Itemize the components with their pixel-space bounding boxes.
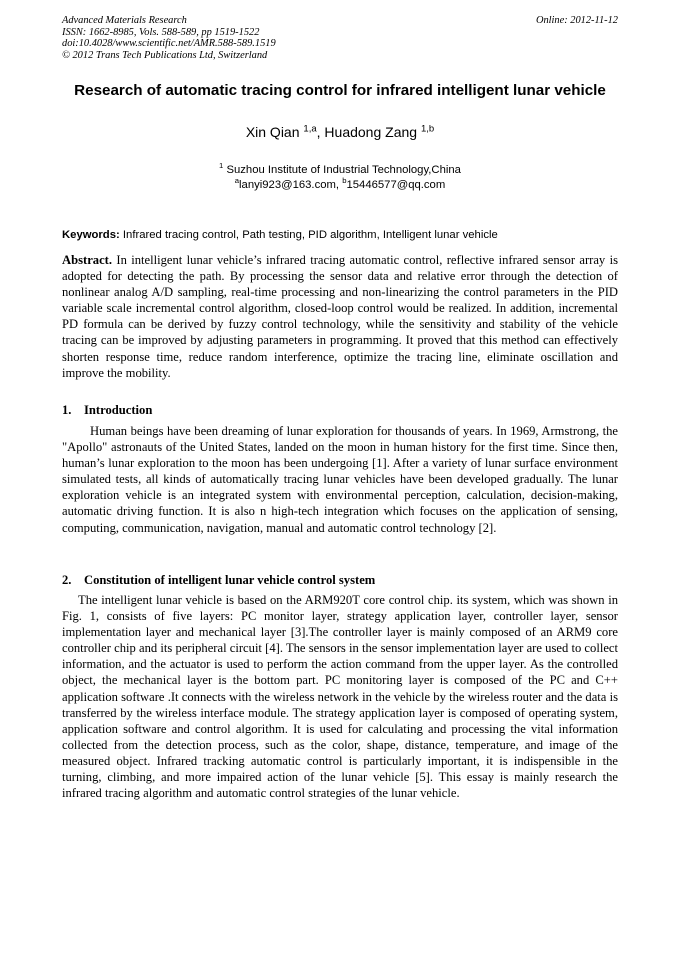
author-line	[62, 123, 618, 141]
abstract-text: In intelligent lunar vehicle’s infrared tracing automatic control, reflective infrared sensor array is adopted for detecting the path. By processing the sensor data and relative error through the detection of nonlinear analog A/D sampling, real-time processing and non-linearizing the control parameters in the PID variable scale incremental control algorithm, closed-loop control would be realized. In addition, incremental PD formula can be derived by fuzzy control technology, while the sensitivity and stability of the vehicle tracing can be improved by adjusting parameters in programming. It proved that this method can effectively shorten response time, reduce random interference, optimize the tracing line, eliminate oscillation and improve the mobility.	[62, 253, 618, 380]
section-body: Human beings have been dreaming of lunar exploration for thousands of years. In 1969, Armstrong, the "Apollo" astronauts of the United States, landed on the moon in human history for the first time. Since then, human’s lunar exploration to the moon has been undergoing [1]. After a variety of lunar surface environment simulated tests, all kinds of automatically tracing lunar vehicles have been developed gradually. The lunar exploration vehicle is an integrated system with environmental perception, calculation, decision-making, automatic driving function. It is also n high-tech integration which focuses on the application of sensing, computing, communication, navigation, manual and automatic control technology [2].	[62, 424, 618, 535]
author-affiliation-mark: 1,a	[303, 123, 317, 135]
journal-name: Advanced Materials Research	[62, 15, 187, 26]
section-title: Introduction	[84, 403, 153, 417]
email-address: lanyi923@163.com,	[239, 179, 343, 191]
paper-title: Research of automatic tracing control for infrared intelligent lunar vehicle	[74, 82, 606, 99]
email-address: 15446577@qq.com	[346, 179, 446, 191]
author-affiliation-mark: 1,b	[420, 123, 435, 135]
abstract-paragraph	[62, 252, 618, 381]
section-heading	[62, 572, 618, 588]
email-line	[62, 178, 618, 193]
section-number: 1.	[62, 403, 72, 417]
journal-header	[62, 15, 618, 61]
email-mark: a	[234, 176, 240, 186]
section-body: The intelligent lunar vehicle is based on the ARM920T core control chip. its system, which was shown in Fig. 1, consists of five layers: PC monitor layer, strategy application layer, controller layer, sensor implementation layer and mechanical layer [3].The controller layer is mainly composed of an ARM9 core controller chip and its peripheral circuit [4]. The sensors in the sensor implementation layer are used to collect information, and the actuator is used to perform the action command from the upper layer. As the controlled object, the mechanical layer is the bottom part. PC monitoring layer is composed of the PC and C++ application software .It connects with the wireless network in the vehicle by the wireless router and the data is transferred by the wireless interface module. The strategy application layer is composed of operating system, application software and control algorithm. It is used for calculating and processing the vital information collected from the detection process, such as the color, shape, distance, temperature, and image of the measured object. Infrared tracking automatic control is particularly important, it is indispensible in the turning, climbing, and more impaired action of the lunar vehicle [5]. This essay is mainly research the infrared tracing algorithm and automatic control strategies of the lunar vehicle.	[62, 593, 618, 801]
copyright-line: © 2012 Trans Tech Publications Ltd, Switzerland	[62, 49, 268, 61]
keywords-text: Infrared tracing control, Path testing, PID algorithm, Intelligent lunar vehicle	[119, 229, 498, 241]
section-heading	[62, 402, 618, 418]
institution-name: Suzhou Institute of Industrial Technology,China	[226, 164, 461, 176]
online-date: Online: 2012-11-12	[535, 15, 618, 26]
author-separator: ,	[316, 124, 325, 140]
doi-line: doi:10.4028/www.scientific.net/AMR.588-589.1519	[62, 38, 276, 49]
affiliation-block	[62, 163, 618, 193]
affiliation-number: 1	[219, 161, 224, 171]
author-name: Xin Qian	[245, 124, 300, 140]
author-name: Huadong Zang	[324, 124, 418, 140]
section-number: 2.	[62, 573, 72, 587]
issn-line: ISSN: 1662-8985, Vols. 588-589, pp 1519-1522	[62, 26, 260, 38]
abstract-label: Abstract.	[62, 253, 113, 267]
institution-line	[62, 163, 618, 178]
section-title: Constitution of intelligent lunar vehicle control system	[84, 573, 376, 587]
keywords-paragraph	[62, 228, 618, 243]
keywords-label: Keywords:	[62, 229, 120, 241]
email-mark: b	[342, 176, 347, 186]
